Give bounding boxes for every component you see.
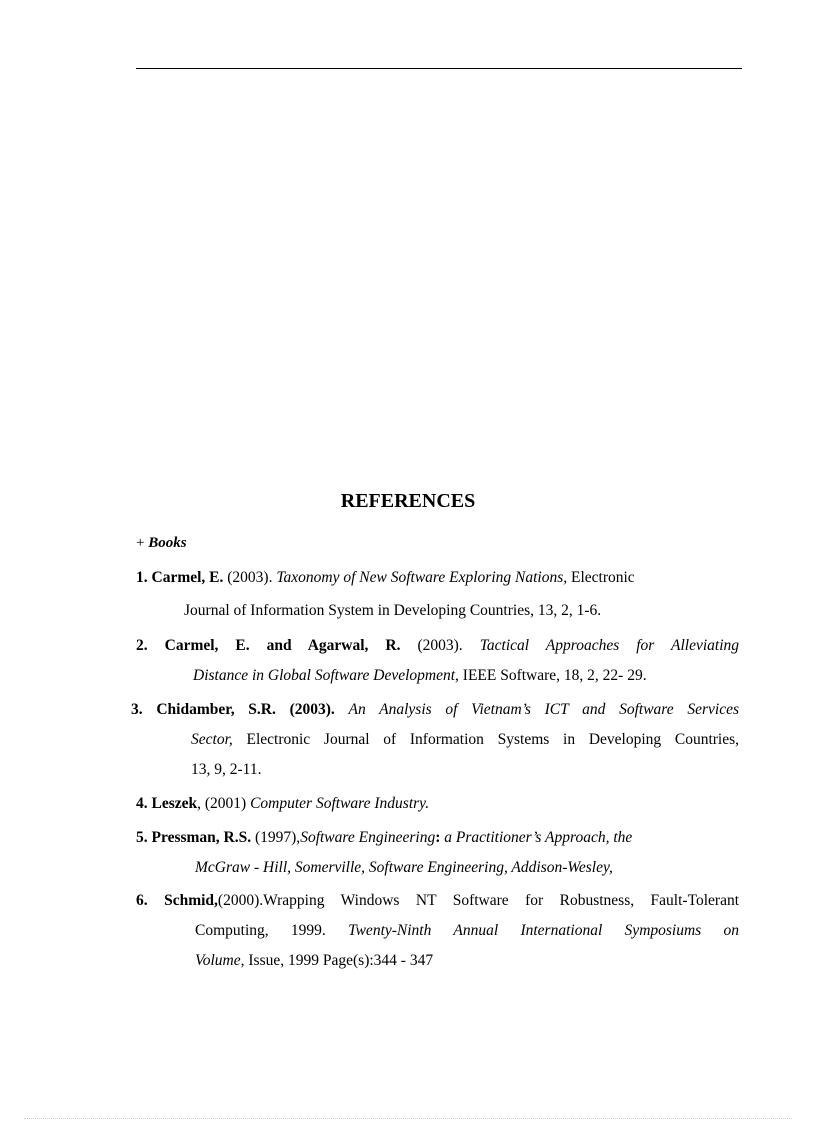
reference-3-line-1 — [131, 701, 739, 720]
reference-3-line-2 — [191, 731, 739, 750]
reference-4 — [136, 795, 429, 813]
section-heading-books — [136, 535, 187, 552]
reference-source: Electronic — [571, 569, 635, 586]
reference-source: Electronic Journal of Information Systems in Developing Countries, — [246, 731, 739, 748]
reference-author: Carmel, E. and Agarwal, R. — [164, 637, 401, 654]
reference-title: Computer Software Industry. — [250, 795, 430, 812]
reference-2-line-1 — [136, 637, 739, 656]
reference-text: Computing, 1999. — [195, 922, 326, 939]
reference-6-line-3 — [195, 952, 433, 970]
reference-author: Chidamber, S.R. (2003). — [156, 701, 335, 718]
section-prefix: + — [136, 535, 145, 551]
reference-5-line-1 — [136, 829, 632, 847]
reference-title-cont: Sector, — [191, 731, 233, 748]
reference-title-cont: McGraw - Hill, Somerville, Software Engineering, Addison-Wesley, — [195, 859, 613, 876]
reference-1-line-2: Journal of Information System in Developing Countries, 13, 2, 1-6. — [184, 602, 602, 619]
page-bottom-border — [24, 1118, 792, 1119]
reference-number: 6. — [136, 892, 148, 909]
reference-author: Pressman, R.S. — [151, 829, 252, 846]
reference-source: , IEEE Software, 18, 2, 22- 29. — [455, 667, 647, 684]
reference-title: Twenty-Ninth Annual International Symposiums on — [348, 922, 739, 939]
reference-2-line-2 — [193, 667, 647, 685]
reference-year: (2003). — [227, 569, 273, 586]
reference-author: Schmid, — [164, 892, 218, 909]
section-label: Books — [148, 535, 187, 551]
reference-title: An Analysis of Vietnam’s ICT and Software Services — [348, 701, 739, 718]
reference-1-line-1 — [136, 569, 635, 587]
reference-source: , Issue, 1999 Page(s):344 - 347 — [240, 952, 434, 969]
reference-title-cont: Distance in Global Software Development — [193, 667, 456, 684]
reference-title: Software Engineering — [300, 829, 436, 846]
reference-year: (1997), — [254, 829, 301, 846]
reference-title: Taxonomy of New Software Exploring Nations, — [276, 569, 568, 586]
reference-author: Carmel, E. — [151, 569, 224, 586]
reference-number: 2. — [136, 637, 148, 654]
reference-colon: : — [435, 829, 441, 846]
reference-3-line-3: 13, 9, 2-11. — [191, 761, 262, 778]
reference-6-line-2 — [195, 922, 739, 941]
reference-year: , (2001) — [197, 795, 247, 812]
reference-6-line-1 — [136, 892, 739, 911]
reference-number: 1. — [136, 569, 148, 586]
header-rule — [136, 68, 742, 69]
reference-text: (2000).Wrapping Windows NT Software for Robustness, Fault-Tolerant — [217, 892, 739, 909]
reference-title-cont: Volume — [195, 952, 241, 969]
page-title: REFERENCES — [340, 490, 476, 512]
reference-number: 3. — [131, 701, 143, 718]
reference-number: 5. — [136, 829, 148, 846]
reference-subtitle: a Practitioner’s Approach, the — [444, 829, 633, 846]
reference-5-line-2 — [195, 859, 613, 877]
reference-number: 4. — [136, 795, 148, 812]
reference-author: Leszek — [151, 795, 198, 812]
reference-year: (2003). — [417, 637, 463, 654]
reference-title: Tactical Approaches for Alleviating — [479, 637, 739, 654]
